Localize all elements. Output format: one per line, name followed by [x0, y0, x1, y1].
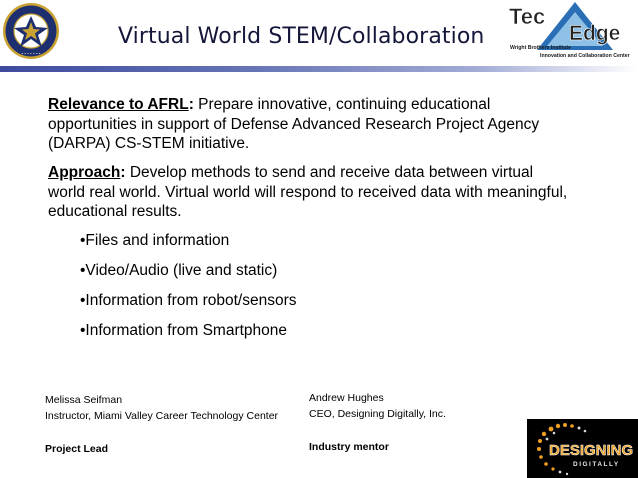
- afrl-seal-icon: [2, 2, 60, 60]
- person-role: Industry mentor: [309, 441, 389, 453]
- relevance-paragraph: [48, 95, 568, 154]
- person-name: Andrew Hughes: [309, 392, 384, 404]
- tecedge-logo-tec: Tec: [509, 4, 546, 29]
- svg-text:• • • • • • •: • • • • • • •: [21, 52, 41, 56]
- person-left: [45, 392, 278, 457]
- bullet-item: •Files and information: [80, 232, 230, 249]
- approach-paragraph: [48, 163, 568, 222]
- logo-word-designing: DESIGNING: [549, 442, 634, 459]
- designing-digitally-logo: [527, 419, 638, 478]
- bullet-item: •Information from robot/sensors: [80, 292, 297, 309]
- person-title: Instructor, Miami Valley Career Technology Center: [45, 410, 279, 422]
- relevance-colon: :: [188, 96, 194, 113]
- logo-word-digitally: DIGITALLY: [573, 461, 620, 468]
- approach-colon: :: [120, 164, 126, 181]
- approach-label: Approach: [48, 164, 121, 181]
- tecedge-subtitle-2: Innovation and Collaboration Center: [540, 53, 630, 59]
- header-divider: [0, 66, 638, 72]
- relevance-text: Prepare innovative, continuing educational opportunities in support of Defense Advanced Research Project Agency (DARPA) CS-STEM initiative.: [48, 96, 540, 152]
- person-title: CEO, Designing Digitally, Inc.: [309, 408, 446, 420]
- approach-text: Develop methods to send and receive data between virtual world real world. Virtual world will respond to received data with meaningful, educational results.: [48, 164, 568, 220]
- bullet-list: [80, 231, 297, 351]
- tecedge-logo-edge: Edge: [569, 22, 621, 45]
- tecedge-subtitle-1: Wright Brothers Institute: [510, 45, 572, 51]
- bullet-item: •Information from Smartphone: [80, 322, 288, 339]
- person-right: [309, 390, 446, 455]
- person-role: Project Lead: [45, 443, 109, 455]
- person-name: Melissa Seifman: [45, 394, 123, 406]
- designing-digitally-logo-graphic: [527, 419, 638, 478]
- relevance-label: Relevance to AFRL: [48, 96, 189, 113]
- bullet-item: •Video/Audio (live and static): [80, 262, 278, 279]
- page-title: Virtual World STEM/Collaboration: [118, 24, 485, 49]
